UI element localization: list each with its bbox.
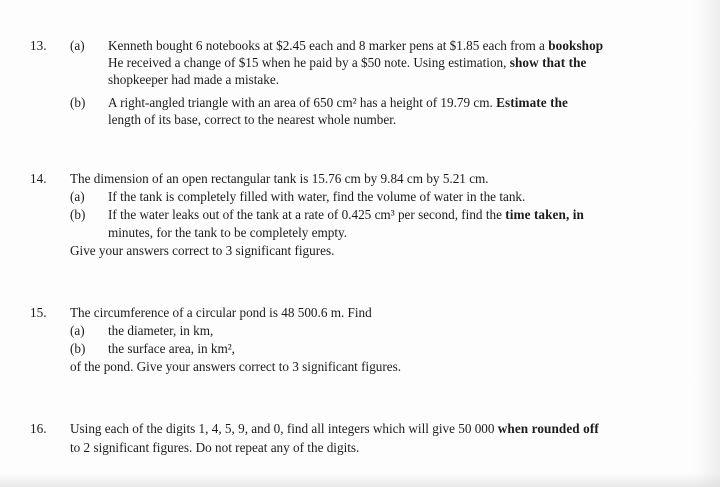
question-13b-line-1-text: A right-angled triangle with an area of 650 cm² has a height of 19.79 cm.	[108, 95, 497, 110]
page-curl-shadow-right	[694, 0, 720, 487]
question-15-number: 15.	[30, 305, 47, 320]
question-14b-line-1-text: If the water leaks out of the tank at a rate of 0.425 cm³ per second, find the	[108, 207, 506, 222]
question-14-footer: Give your answers correct to 3 significant figures.	[70, 243, 335, 258]
question-14-number: 14.	[30, 171, 47, 186]
question-15b-text: the surface area, in km²,	[108, 341, 235, 356]
question-13a-line-1-text: Kenneth bought 6 notebooks at $2.45 each and 8 marker pens at $1.85 each from a	[108, 38, 549, 53]
question-15a-label: (a)	[70, 323, 85, 338]
question-15-stem: The circumference of a circular pond is 48 500.6 m. Find	[70, 305, 372, 320]
question-13a-line-1	[108, 37, 603, 54]
question-13a-line-2-text: He received a change of $15 when he paid by a $50 note. Using estimation,	[108, 55, 510, 70]
question-13a-line-1-bold: bookshop	[548, 38, 604, 53]
question-16-line-1-bold: when rounded off	[497, 421, 599, 436]
question-14-stem: The dimension of an open rectangular tank is 15.76 cm by 9.84 cm by 5.21 cm.	[70, 171, 489, 186]
question-13b-line-1-bold: Estimate the	[496, 95, 569, 110]
question-13b-line-2: length of its base, correct to the nearest whole number.	[108, 112, 397, 127]
question-16-line-1-text: Using each of the digits 1, 4, 5, 9, and 0, find all integers which will give 50 000	[70, 421, 498, 436]
page-curl-shadow-bottom	[0, 473, 720, 487]
question-16-line-2: to 2 significant figures. Do not repeat any of the digits.	[70, 440, 360, 455]
question-14a-text: If the tank is completely filled with water, find the volume of water in the tank.	[108, 189, 526, 204]
question-14b-line-1-bold: time taken, in	[505, 207, 584, 222]
question-14b-line-2: minutes, for the tank to be completely empty.	[108, 225, 348, 240]
question-15-footer: of the pond. Give your answers correct to 3 significant figures.	[70, 359, 402, 374]
question-13-number: 13.	[30, 38, 47, 53]
question-13a-line-2	[108, 54, 587, 71]
question-14b-line-1	[108, 206, 584, 223]
question-13b-line-1	[108, 94, 568, 111]
question-16-line-1	[70, 420, 599, 437]
question-13a-line-3: shopkeeper had made a mistake.	[108, 72, 280, 87]
question-13a-line-2-bold: show that the	[509, 55, 587, 70]
question-16-number: 16.	[30, 421, 47, 436]
question-14b-label: (b)	[70, 207, 86, 222]
question-14a-label: (a)	[70, 189, 85, 204]
question-13a-label: (a)	[70, 38, 85, 53]
question-15a-text: the diameter, in km,	[108, 323, 214, 338]
question-13b-label: (b)	[70, 95, 86, 110]
question-15b-label: (b)	[70, 341, 86, 356]
